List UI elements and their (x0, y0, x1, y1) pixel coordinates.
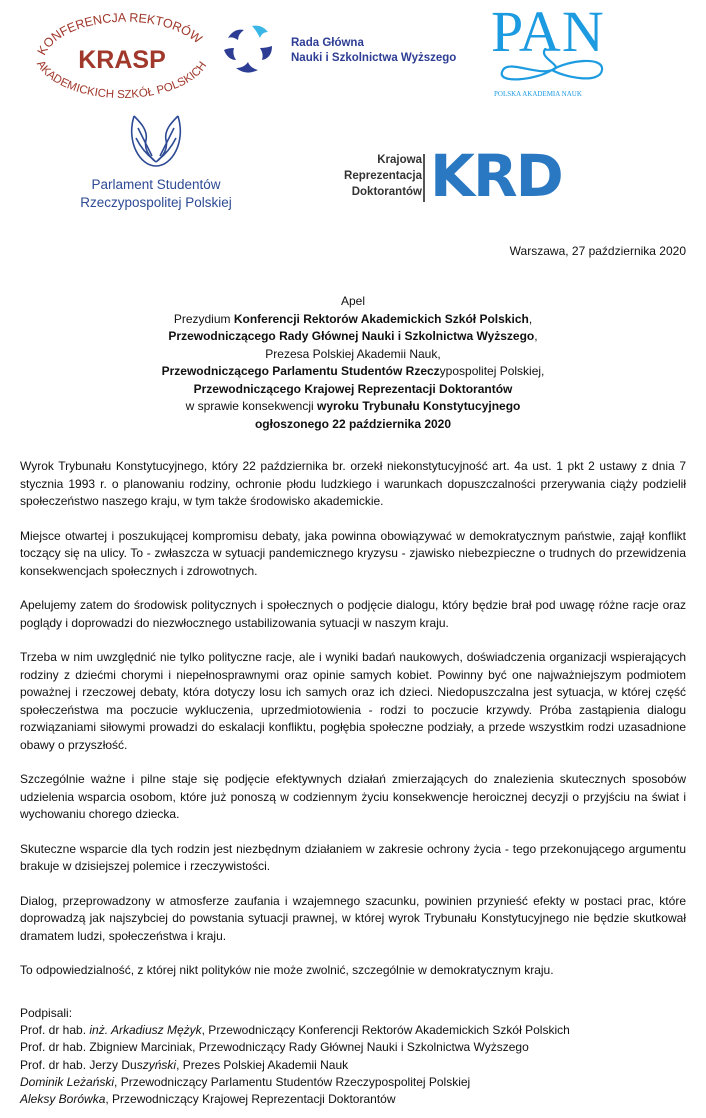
heading-line-8: ogłoszonego 22 października 2020 (254, 416, 452, 431)
paragraph: Szczególnie ważne i pilne staje się podjęcie efektywnych działań zmierzających do znalezienia skutecznych sposobów udzielenia wsparcia osobom, które już ponoszą w codziennym życiu konsekwencje heroicznej decyzji o przyjściu na świat i wychowaniu chorego dziecka. (20, 772, 686, 821)
heading-line-7: w sprawie konsekwencji wyroku Trybunału Konstytucyjnego (185, 399, 521, 413)
pan-subtitle: POLSKA AKADEMIA NAUK (494, 90, 582, 98)
appeal-heading (0, 293, 706, 433)
signatures (20, 1005, 700, 1108)
infinity-loop-icon (496, 48, 608, 88)
heading-line-5: Przewodniczącego Parlamentu Studentów Rzeczypospolitej Polskiej, (161, 364, 545, 378)
krd-line1: Krajowa (377, 154, 422, 166)
rgnisw-flower-icon (222, 20, 274, 75)
pan-letters: PAN (491, 0, 605, 64)
signature-pan: Prof. dr hab. Jerzy Duszyński, Prezes Polskiej Akademii Nauk (20, 1057, 349, 1072)
heading-title: Apel (340, 294, 366, 308)
signature-krasp: Prof. dr hab. inż. Arkadiusz Mężyk, Przewodniczący Konferencji Rektorów Akademickich Szkół Polskich (20, 1023, 570, 1038)
paragraph: To odpowiedzialność, z której nikt polityków nie może zwolnić, szczególnie w demokratycznym kraju. (20, 963, 554, 977)
krd-logo (318, 142, 602, 210)
date-line: Warszawa, 27 października 2020 (509, 244, 686, 258)
rgnisw-logo (222, 20, 472, 78)
paragraph: Dialog, przeprowadzony w atmosferze zaufania i wzajemnego szacunku, powinien przynieść efekty w postaci prac, które doprowadzą jak najszybciej do powstania sytuacji prawnej, w której wyrok Trybunału Konstytucyjnego nie będzie skutkował dramatem ludzi, społeczeństwa i kraju. (20, 893, 686, 943)
paragraph: Miejsce otwartej i poszukującej kompromisu debaty, jaka powinna obowiązywać w demokratycznym państwie, zajął konflikt toczący się na ulicy. To - zwłaszcza w sytuacji pandemicznego kryzysu - zjawisko niebezpieczne o trudnych do przewidzenia konsekwencjach społecznych i zdrowotnych. (20, 528, 686, 578)
heading-line-2: Prezydium Konferencji Rektorów Akademickich Szkół Polskich, (173, 311, 533, 326)
krasp-emblem-icon (22, 6, 222, 102)
signature-rgnisw: Prof. dr hab. Zbigniew Marciniak, Przewodniczący Rady Głównej Nauki i Szkolnictwa Wyższego (20, 1040, 529, 1055)
paragraph: Wyrok Trybunału Konstytucyjnego, który 22 października br. orzekł niekonstytucyjność art. 4a ust. 1 pkt 2 ustawy z dnia 7 stycznia 1993 r. o planowaniu rodziny, ochronie płodu ludzkiego i warunkach dopuszczalności przerywania ciąży podzielił społeczeństwo naszego kraju, w tym także środowisko akademickie. (20, 459, 686, 508)
signatures-label: Podpisali: (20, 1006, 73, 1020)
svg-text:AKADEMICKICH SZKÓŁ POLSKICH: AKADEMICKICH SZKÓŁ POLSKICH (33, 58, 210, 102)
psrp-logo (66, 112, 246, 212)
psrp-line1: Parlament Studentów (91, 177, 221, 192)
krd-divider (423, 154, 425, 202)
paragraph: Trzeba w nim uwzględnić nie tylko polityczne racje, ale i wyniki badań naukowych, doświadczenia organizacji wspierających rodziny z dziećmi chorymi i niepełnosprawnymi oraz opinie samych kobiet. Powinny być one najważniejszym podmiotem poważnej i rzeczowej debaty, która dotyczy losu ich samych oraz ich dzieci. Niedopuszczalna jest sytuacja, w której część społeczeństwa ma poczucie wykluczenia, uprzedmiotowienia - rodzi to poczucie krzywdy. Próba zastąpienia dialogu rozwiązaniami siłowymi prowadzi do eskalacji konfliktu, pogłębia społeczne podziały, a przede wszystkim rodzi uzasadnione obawy o przyszłość. (20, 650, 686, 752)
signature-psrp: Dominik Leżański, Przewodniczący Parlamentu Studentów Rzeczypospolitej Polskiej (20, 1074, 471, 1089)
svg-text:KRASP: KRASP (78, 46, 166, 74)
appeal-body (20, 458, 686, 997)
krd-line3: Doktorantów (351, 186, 422, 198)
krd-letters: KRD (430, 142, 562, 210)
svg-text:KONFERENCJA REKTORÓW: KONFERENCJA REKTORÓW (34, 10, 205, 58)
heading-line-6: Przewodniczącego Krajowej Reprezentacji Doktorantów (193, 381, 513, 396)
heading-line-3: Przewodniczącego Rady Głównej Nauki i Szkolnictwa Wyższego, (168, 329, 538, 343)
rgnisw-line1: Rada Główna (291, 37, 364, 49)
rgnisw-line2: Nauki i Szkolnictwa Wyższego (291, 52, 457, 64)
paragraph: Apelujemy zatem do środowisk politycznych i społecznych o podjęcie dialogu, który będzie brał pod uwagę różne racje oraz poglądy i doprowadzi do niezwłocznego ustabilizowania sytuacji w naszym kraju. (20, 598, 686, 630)
heading-line-4: Prezesa Polskiej Akademii Nauk, (265, 346, 441, 361)
paragraph: Skuteczne wsparcie dla tych rodzin jest niezbędnym działaniem w zakresie ochrony życia - tego przekonującego argumentu brakuje w dzisiejszej polemice i rzeczywistości. (20, 841, 686, 873)
signature-krd: Aleksy Borówka, Przewodniczący Krajowej Reprezentacji Doktorantów (20, 1092, 396, 1107)
krasp-logo (22, 6, 222, 102)
psrp-line2: Rzeczypospolitej Polskiej (80, 195, 232, 210)
krd-line2: Reprezentacja (344, 170, 422, 182)
psrp-wings-icon (126, 112, 186, 170)
pan-logo (488, 0, 614, 102)
